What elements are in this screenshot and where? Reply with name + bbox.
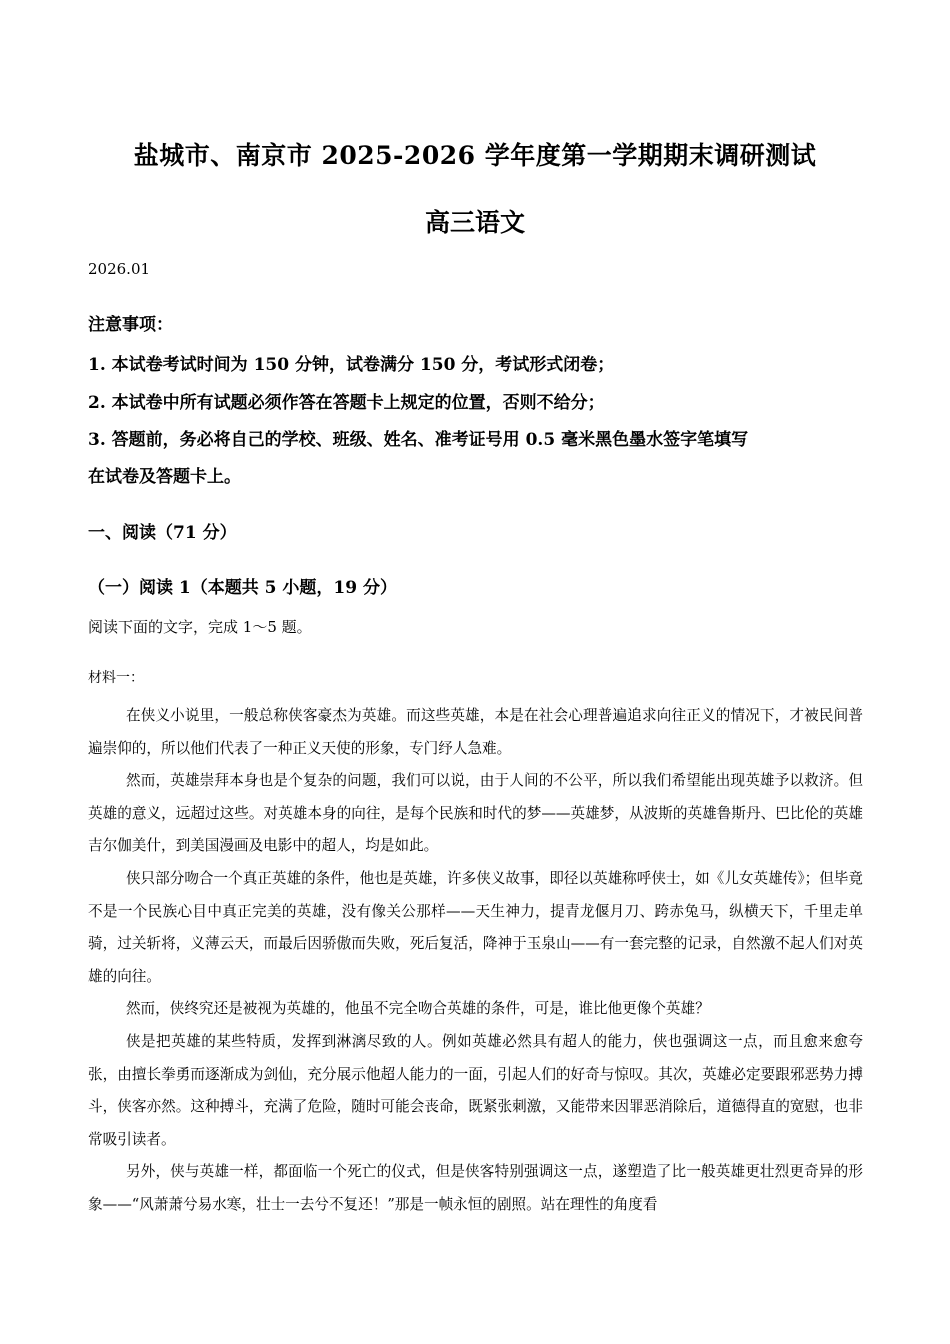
section-title: 一、阅读（71 分）: [88, 523, 237, 543]
material-label: 材料一：: [88, 670, 144, 686]
notice-item-3-continued: 在试卷及答题卡上。: [88, 467, 241, 487]
subsection-title: （一）阅读 1（本题共 5 小题，19 分）: [88, 578, 397, 598]
passage-paragraph: 另外，侠与英雄一样，都面临一个死亡的仪式，但是侠客特别强调这一点，遂塑造了比一般英雄更壮烈更奇异的形象——“风萧萧兮易水寒，壮士一去兮不复还！”那是一帧永恒的剧照。站在理性的角度看: [88, 1163, 863, 1213]
exam-subtitle: 高三语文: [424, 208, 525, 237]
passage-paragraph: 然而，侠终究还是被视为英雄的，他虽不完全吻合英雄的条件，可是，谁比他更像个英雄？: [125, 1000, 710, 1018]
notice-item-1: 1. 本试卷考试时间为 150 分钟，试卷满分 150 分，考试形式闭卷；: [88, 355, 615, 375]
exam-date: 2026.01: [88, 260, 151, 278]
notice-item-2: 2. 本试卷中所有试题必须作答在答题卡上规定的位置，否则不给分；: [88, 393, 605, 413]
passage-paragraph: 在侠义小说里，一般总称侠客豪杰为英雄。而这些英雄，本是在社会心理普遍追求向往正义的情况下，才被民间普遍崇仰的，所以他们代表了一种正义天使的形象，专门纾人急难。: [88, 707, 863, 757]
notice-heading: 注意事项：: [88, 315, 173, 335]
exam-title: 盐城市、南京市 2025-2026 学年度第一学期期末调研测试: [133, 141, 817, 170]
reading-instruction: 阅读下面的文字，完成 1～5 题。: [88, 618, 312, 636]
passage-paragraph: 侠是把英雄的某些特质，发挥到淋漓尽致的人。例如英雄必然具有超人的能力，侠也强调这一点，而且愈来愈夸张，由擅长拳勇而逐渐成为剑仙，充分展示他超人能力的一面，引起人们的好奇与惊叹。其次，英雄必定要跟邪恶势力搏斗，侠客亦然。这种搏斗，充满了危险，随时可能会丧命，既紧张刺激，又能带来因罪恶消除后，道德得直的宽慰，也非常吸引读者。: [88, 1032, 863, 1148]
passage-paragraph: 侠只部分吻合一个真正英雄的条件，他也是英雄，许多侠义故事，即径以英雄称呼侠士，如《儿女英雄传》；但毕竟不是一个民族心目中真正完美的英雄，没有像关公那样——天生神力，提青龙偃月刀、跨赤兔马，纵横天下，千里走单骑，过关斩将，义薄云天，而最后因骄傲而失败，死后复活，降神于玉泉山——有一套完整的记录，自然激不起人们对英雄的向往。: [88, 869, 863, 985]
passage-body: [88, 700, 863, 1222]
notice-item-3: 3. 答题前，务必将自己的学校、班级、姓名、准考证号用 0.5 毫米黑色墨水签字笔填写: [88, 430, 749, 450]
passage-paragraph: 然而，英雄崇拜本身也是个复杂的问题，我们可以说，由于人间的不公平，所以我们希望能出现英雄予以救济。但英雄的意义，远超过这些。对英雄本身的向往，是每个民族和时代的梦——英雄梦，从波斯的英雄鲁斯丹、巴比伦的英雄吉尔伽美什，到美国漫画及电影中的超人，均是如此。: [88, 772, 863, 855]
